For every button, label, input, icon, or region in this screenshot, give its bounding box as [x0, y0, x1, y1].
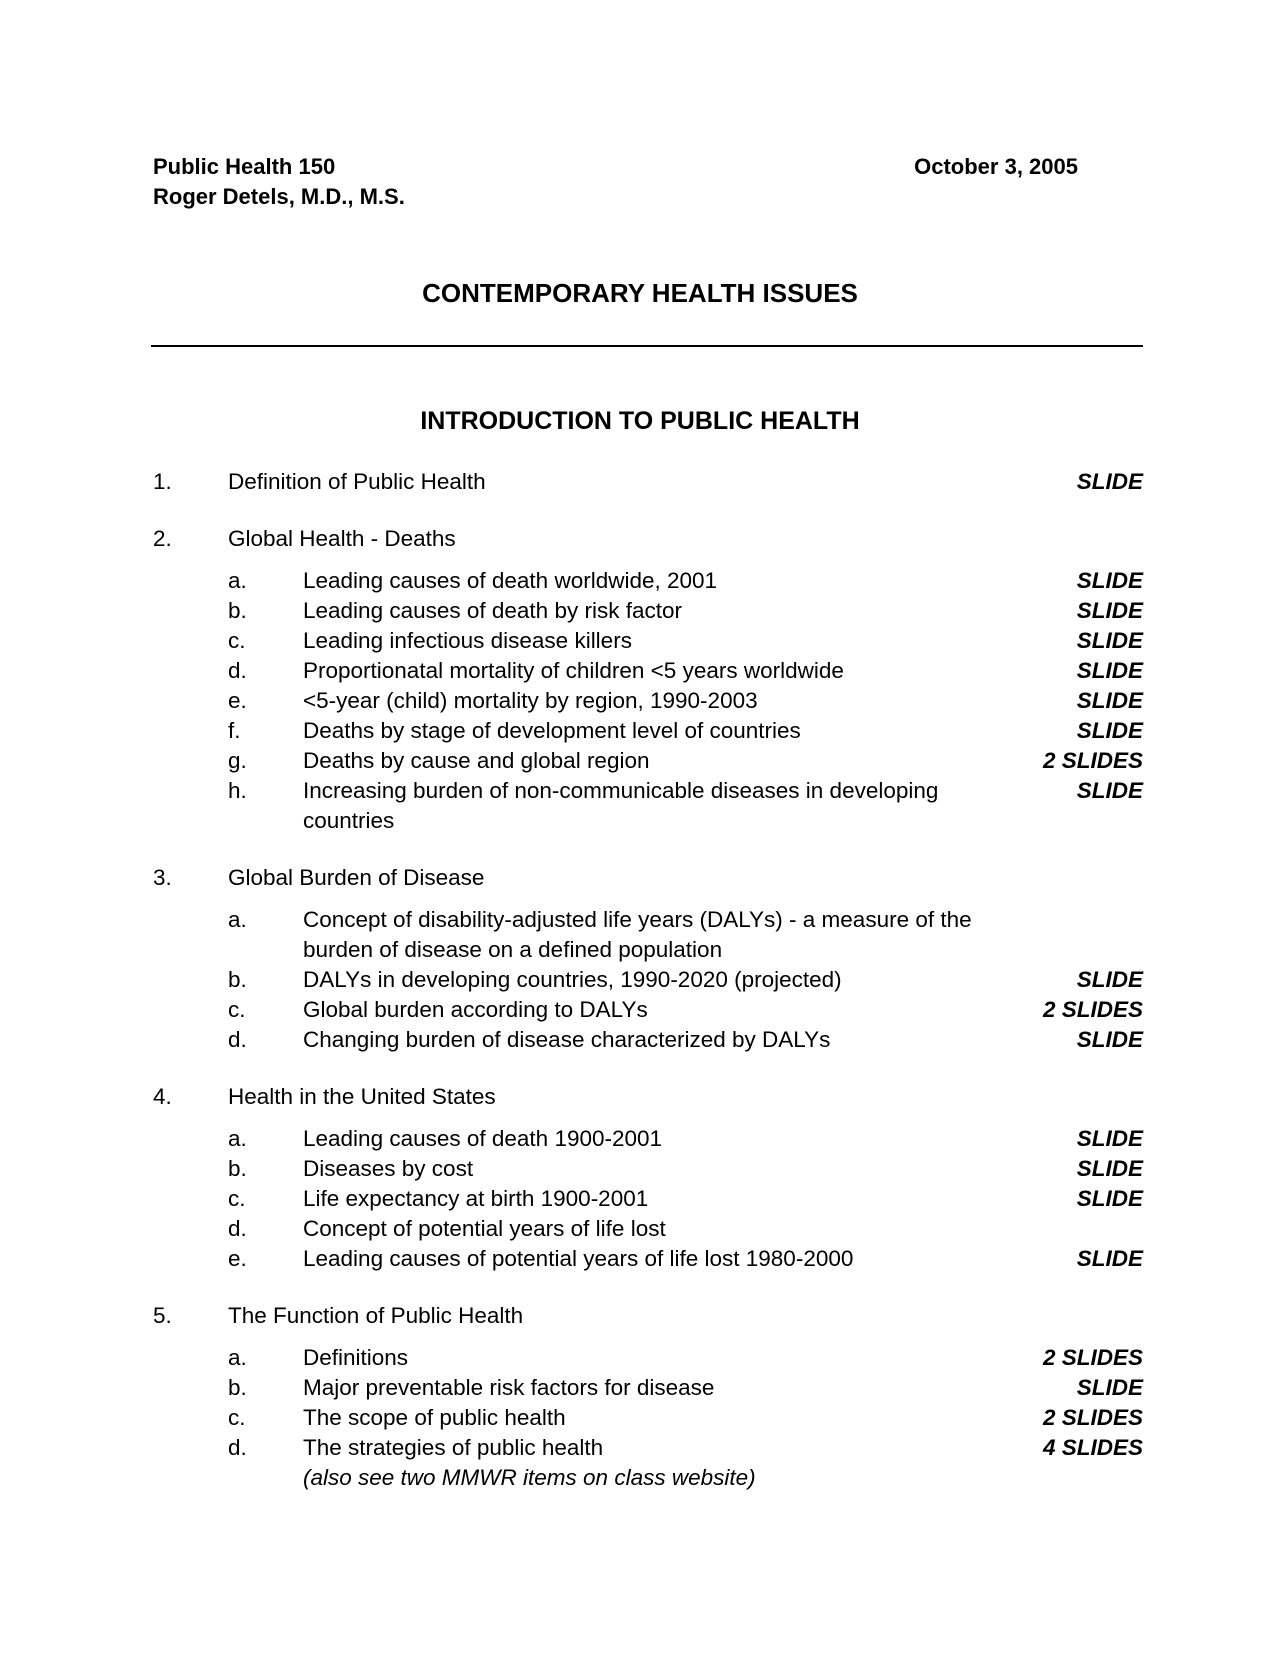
item-text: Changing burden of disease characterized by DALYs [303, 1027, 831, 1052]
section-label: Health in the United States [228, 1084, 496, 1109]
list-item [153, 995, 1143, 1025]
item-text: Concept of potential years of life lost [303, 1216, 666, 1241]
document-date: October 3, 2005 [914, 154, 1078, 179]
section-label: The Function of Public Health [228, 1303, 524, 1328]
item-letter: b. [228, 1156, 247, 1181]
slide-count: SLIDE [1076, 1246, 1143, 1271]
list-item [153, 566, 1143, 596]
item-note: (also see two MMWR items on class website) [303, 1465, 756, 1490]
slide-count: SLIDE [1076, 1126, 1143, 1151]
item-text: DALYs in developing countries, 1990-2020 (projected) [303, 967, 842, 992]
list-item [153, 716, 1143, 746]
slide-count: SLIDE [1076, 1186, 1143, 1211]
item-letter: b. [228, 1375, 247, 1400]
slide-count: SLIDE [1076, 598, 1143, 623]
item-text: Concept of disability-adjusted life years (DALYs) - a measure of the burden of disease on a defined population [303, 907, 972, 962]
item-text: <5-year (child) mortality by region, 1990-2003 [303, 688, 758, 713]
item-text: Leading infectious disease killers [303, 628, 632, 653]
section-number: 5. [153, 1303, 172, 1328]
item-letter: a. [228, 1126, 247, 1151]
list-item [153, 1124, 1143, 1154]
item-text: Deaths by cause and global region [303, 748, 650, 773]
section-number: 4. [153, 1084, 172, 1109]
section-number: 3. [153, 865, 172, 890]
list-item [153, 1154, 1143, 1184]
item-letter: d. [228, 1435, 247, 1460]
item-letter: a. [228, 568, 247, 593]
item-letter: f. [228, 718, 241, 743]
item-text: Increasing burden of non-communicable diseases in developing countries [303, 778, 939, 833]
item-text: Diseases by cost [303, 1156, 474, 1181]
item-text: Leading causes of death by risk factor [303, 598, 682, 623]
document-header [153, 152, 1078, 212]
item-letter: d. [228, 1216, 247, 1241]
slide-count: SLIDE [1076, 1156, 1143, 1181]
slide-count: 2 SLIDES [1042, 997, 1143, 1022]
item-letter: g. [228, 748, 247, 773]
item-letter: c. [228, 1405, 246, 1430]
section-heading [153, 524, 1143, 554]
list-item [153, 1025, 1143, 1055]
section-number: 2. [153, 526, 172, 551]
item-text: Leading causes of death 1900-2001 [303, 1126, 663, 1151]
item-letter: c. [228, 628, 246, 653]
list-item [153, 1403, 1143, 1433]
slide-count: 2 SLIDES [1042, 748, 1143, 773]
list-item [153, 746, 1143, 776]
horizontal-rule [151, 345, 1143, 347]
item-letter: b. [228, 967, 247, 992]
item-text: Life expectancy at birth 1900-2001 [303, 1186, 649, 1211]
item-text: The strategies of public health [303, 1435, 604, 1460]
course-name: Public Health 150 [153, 154, 336, 179]
list-item [153, 1184, 1143, 1214]
outline-section [153, 524, 1143, 836]
section-heading [153, 467, 1143, 497]
item-text: Global burden according to DALYs [303, 997, 648, 1022]
item-text: Proportionatal mortality of children <5 years worldwide [303, 658, 844, 683]
item-letter: c. [228, 1186, 246, 1211]
section-heading [153, 1082, 1143, 1112]
item-text: Leading causes of potential years of life lost 1980-2000 [303, 1246, 854, 1271]
item-text: Deaths by stage of development level of countries [303, 718, 801, 743]
section-number: 1. [153, 469, 172, 494]
item-text: The scope of public health [303, 1405, 566, 1430]
item-letter: h. [228, 778, 247, 803]
slide-count: SLIDE [1076, 778, 1143, 803]
list-item [153, 1343, 1143, 1373]
list-item [153, 1244, 1143, 1274]
item-letter: c. [228, 997, 246, 1022]
section-heading [153, 1301, 1143, 1331]
item-text: Definitions [303, 1345, 409, 1370]
item-letter: a. [228, 907, 247, 932]
list-item [153, 626, 1143, 656]
section-heading [153, 863, 1143, 893]
list-item [153, 656, 1143, 686]
item-letter: b. [228, 598, 247, 623]
outline-section [153, 863, 1143, 1055]
list-item [153, 1433, 1143, 1463]
slide-count: 4 SLIDES [1042, 1435, 1143, 1460]
slide-count: SLIDE [1076, 718, 1143, 743]
list-item [153, 596, 1143, 626]
list-item [153, 776, 1143, 836]
slide-count: SLIDE [1076, 1375, 1143, 1400]
section-title: INTRODUCTION TO PUBLIC HEALTH [420, 407, 860, 435]
item-letter: d. [228, 1027, 247, 1052]
slide-count: SLIDE [1076, 688, 1143, 713]
list-item [153, 686, 1143, 716]
outline-section [153, 467, 1143, 497]
instructor-name: Roger Detels, M.D., M.S. [153, 184, 405, 209]
slide-count: SLIDE [1076, 967, 1143, 992]
slide-count: SLIDE [1076, 628, 1143, 653]
list-item [153, 1373, 1143, 1403]
slide-count: 2 SLIDES [1042, 1405, 1143, 1430]
list-item [153, 965, 1143, 995]
slide-count: SLIDE [1076, 469, 1143, 494]
outline-section [153, 1082, 1143, 1274]
document-title: CONTEMPORARY HEALTH ISSUES [422, 278, 858, 308]
outline-section [153, 1301, 1143, 1493]
item-letter: e. [228, 688, 247, 713]
section-label: Global Health - Deaths [228, 526, 456, 551]
item-text: Leading causes of death worldwide, 2001 [303, 568, 718, 593]
slide-count: SLIDE [1076, 568, 1143, 593]
item-letter: d. [228, 658, 247, 683]
outline-list [153, 467, 1143, 1520]
item-text: Major preventable risk factors for disease [303, 1375, 715, 1400]
slide-count: SLIDE [1076, 1027, 1143, 1052]
list-item [153, 905, 1143, 965]
slide-count: 2 SLIDES [1042, 1345, 1143, 1370]
item-letter: a. [228, 1345, 247, 1370]
item-letter: e. [228, 1246, 247, 1271]
section-label: Definition of Public Health [228, 469, 486, 494]
list-item [153, 1214, 1143, 1244]
slide-count: SLIDE [1076, 658, 1143, 683]
section-label: Global Burden of Disease [228, 865, 485, 890]
